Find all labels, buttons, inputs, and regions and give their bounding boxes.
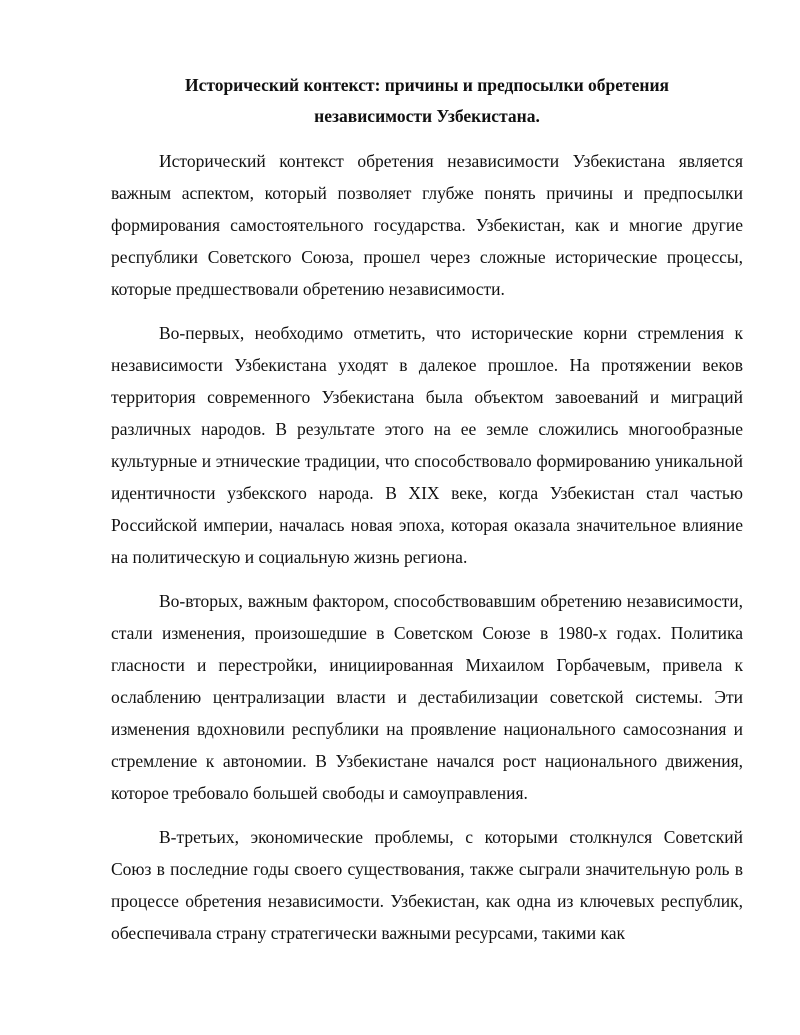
paragraph-4: В-третьих, экономические проблемы, с которыми столкнулся Советский Союз в последние годы своего существования, также сыграли значительную роль в процессе обретения независимости. Узбекистан, как одна из ключевых республик, обеспечивала страну стратегически важными ресурсами, такими как [111, 827, 743, 943]
paragraph-3: Во-вторых, важным фактором, способствовавшим обретению независимости, стали изменения, произошедшие в Советском Союзе в 1980-х годах. Политика гласности и перестройки, инициированная Михаилом Горбачевым, привела к ослаблению централизации власти и дестабилизации советской системы. Эти изменения вдохновили республики на проявление национального самосознания и стремление к автономии. В Узбекистане начался рост национального движения, которое требовало большей свободы и самоуправления. [111, 591, 743, 803]
paragraph-2: Во-первых, необходимо отметить, что исторические корни стремления к независимости Узбекистана уходят в далекое прошлое. На протяжении веков территория современного Узбекистана была объектом завоеваний и миграций различных народов. В результате этого на ее земле сложились многообразные культурные и этнические традиции, что способствовало формированию уникальной идентичности узбекского народа. В XIX веке, когда Узбекистан стал частью Российской империи, началась новая эпоха, которая оказала значительное влияние на политическую и социальную жизнь региона. [111, 323, 743, 567]
paragraph-1: Исторический контекст обретения независимости Узбекистана является важным аспектом, который позволяет глубже понять причины и предпосылки формирования самостоятельного государства. Узбекистан, как и многие другие республики Советского Союза, прошел через сложные исторические процессы, которые предшествовали обретению независимости. [111, 151, 743, 299]
document-title [111, 70, 743, 132]
title-line-2: независимости Узбекистана. [314, 106, 540, 126]
title-line-1: Исторический контекст: причины и предпосылки обретения [184, 75, 670, 95]
document-page [111, 70, 743, 961]
